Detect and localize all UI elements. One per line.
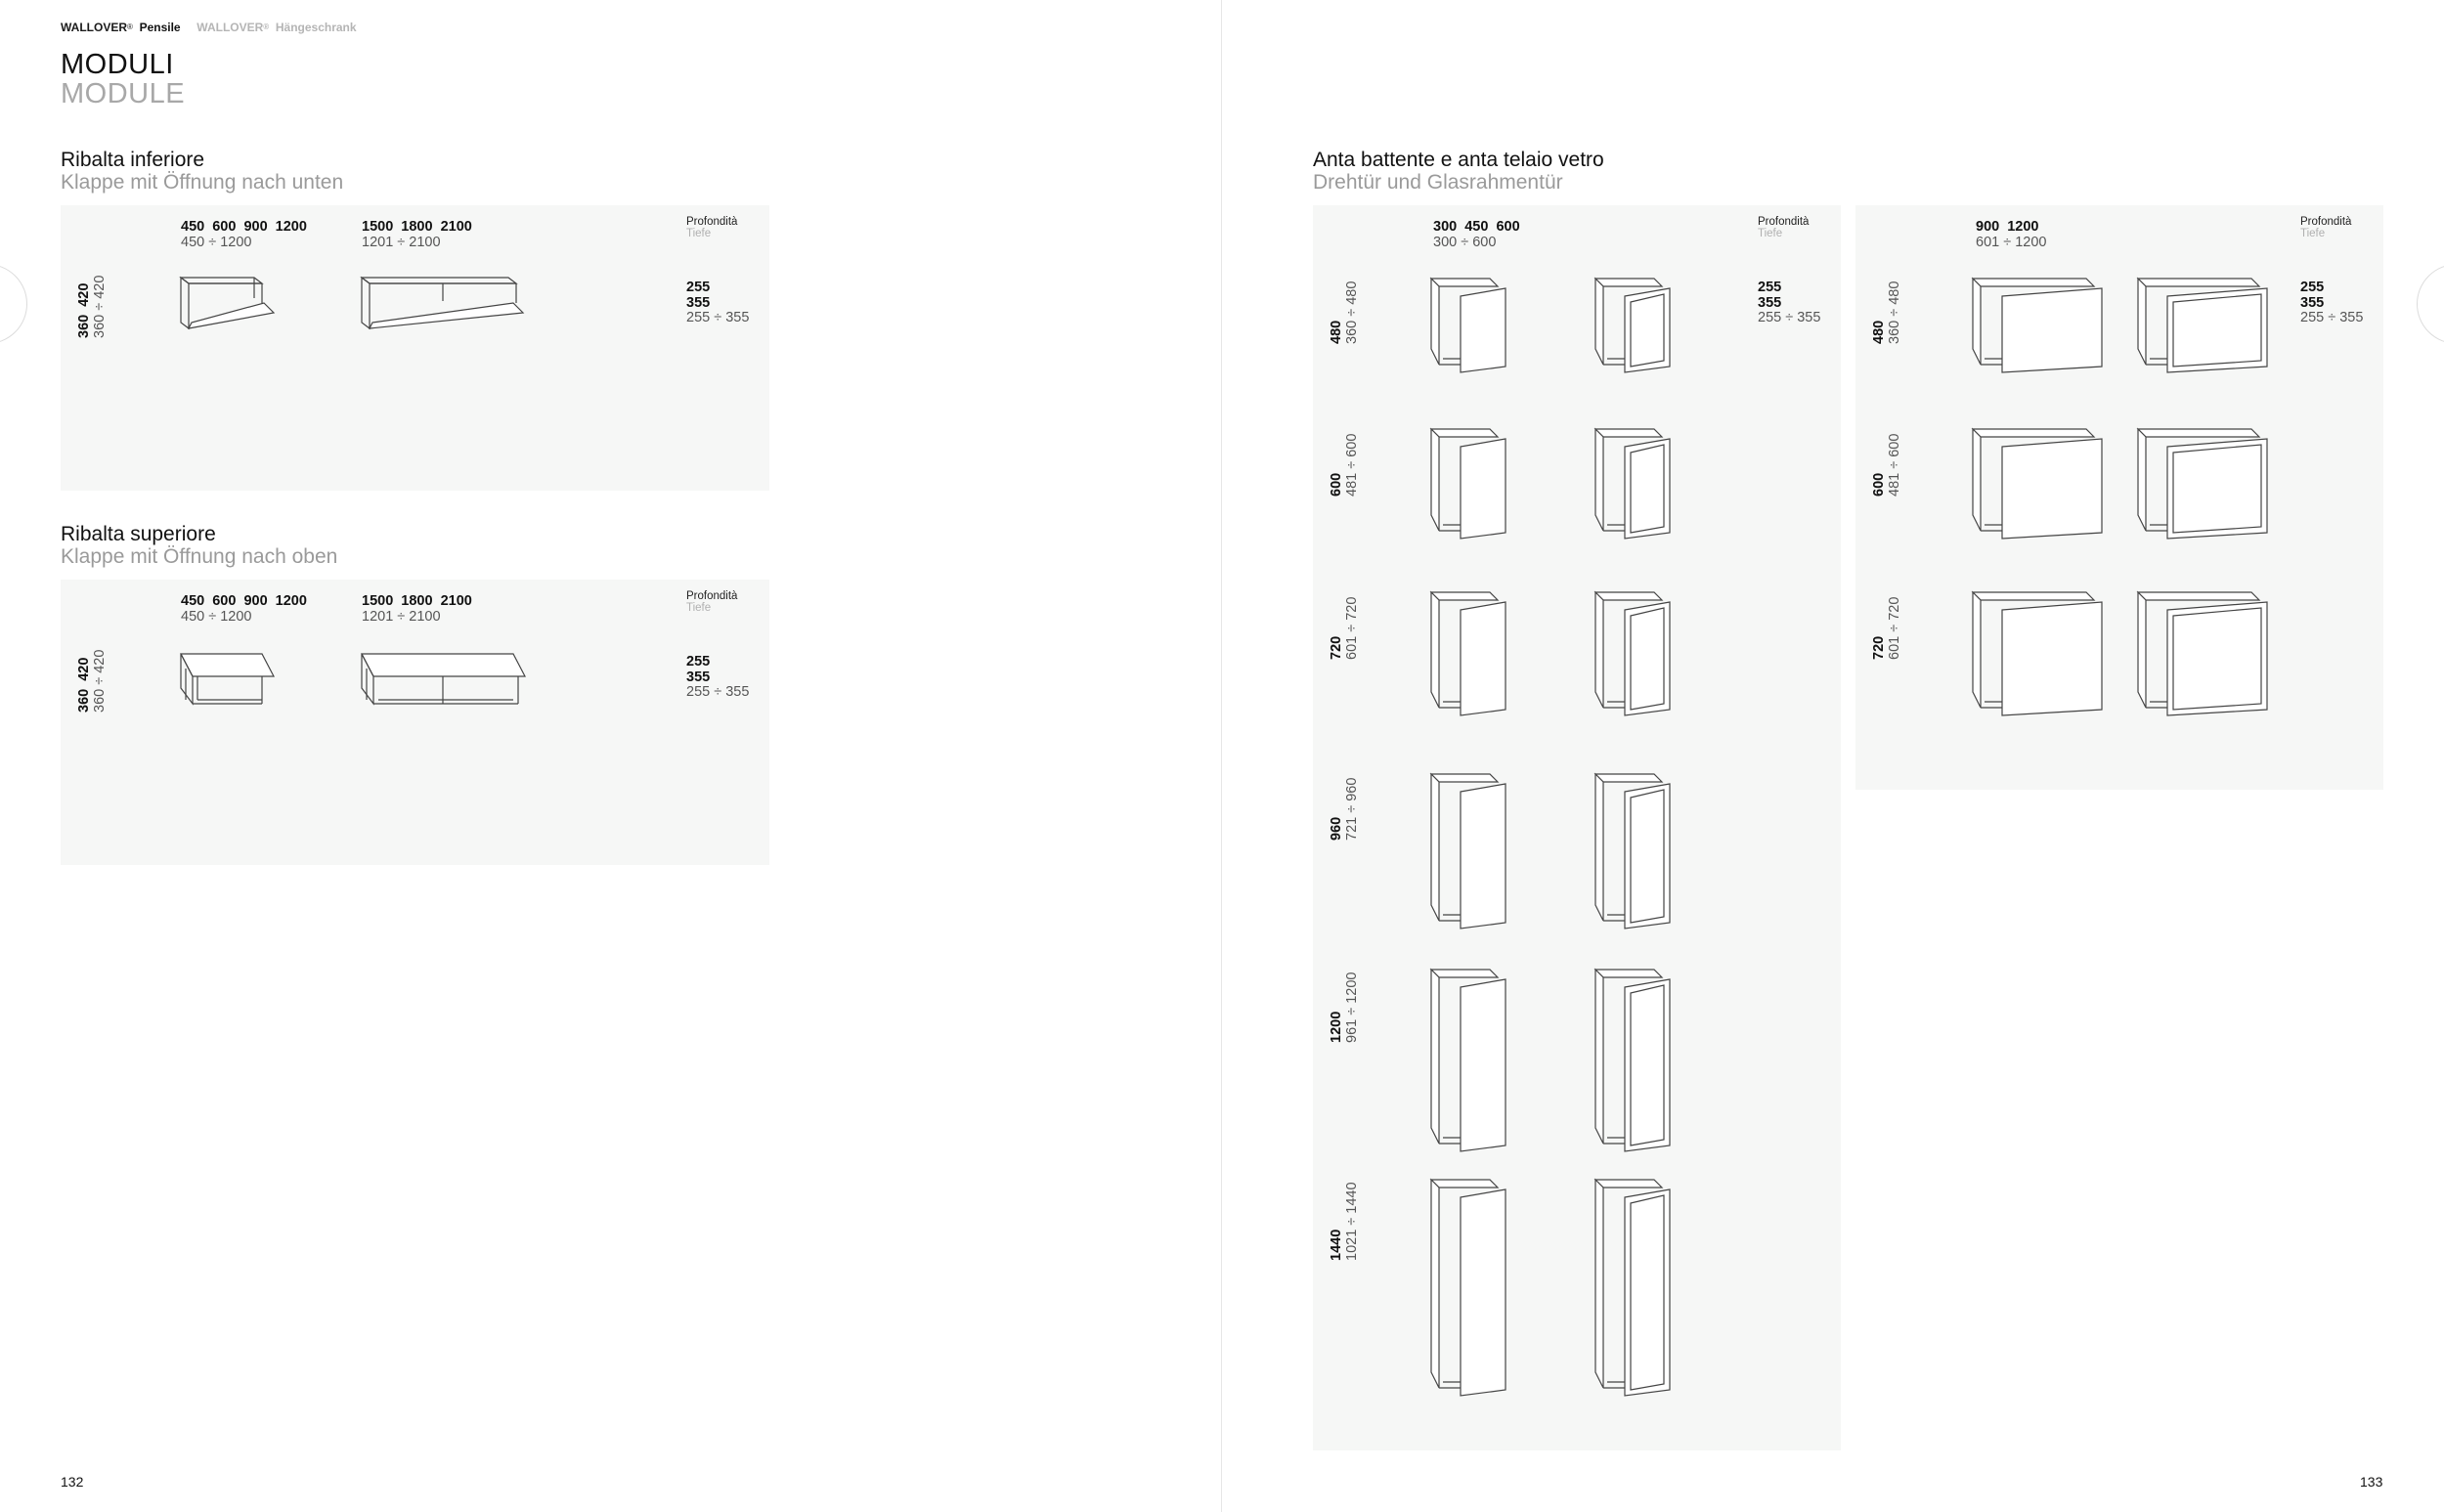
header-brand-de: WALLOVER <box>196 21 264 34</box>
height-range: 360 ÷ 480 <box>1887 281 1902 344</box>
hinged-door-cabinet-wide-icon <box>1971 277 2127 384</box>
height-value: 720 <box>1871 635 1887 660</box>
next-page-tab[interactable] <box>2417 264 2444 344</box>
flap-up-cabinet-wide-icon <box>357 649 533 708</box>
depth-label-de: Tiefe <box>686 602 712 614</box>
glass-frame-door-cabinet-icon <box>1593 772 1695 940</box>
depth-value-355: 355 <box>686 295 711 311</box>
depth-label-de: Tiefe <box>1758 228 1783 239</box>
depth-value-355: 355 <box>1758 295 1782 311</box>
page-title-it: MODULI <box>61 49 174 80</box>
height-range: 481 ÷ 600 <box>1344 433 1360 497</box>
height-label-row-2 <box>1329 434 1360 497</box>
height-range: 360 ÷ 420 <box>92 275 108 338</box>
widths-range: 300 ÷ 600 <box>1433 235 1497 250</box>
section-subtitle-anta: Drehtür und Glasrahmentür <box>1313 171 1563 194</box>
height-value: 600 <box>1329 472 1344 497</box>
page-number-right: 133 <box>2360 1474 2383 1490</box>
depth-label-it: Profondità <box>686 216 738 228</box>
depth-label-de: Tiefe <box>686 228 712 239</box>
hinged-door-cabinet-icon <box>1429 772 1531 940</box>
widths-small-range: 450 ÷ 1200 <box>181 609 252 625</box>
section-title-ribalta-inferiore: Ribalta inferiore <box>61 149 205 171</box>
depth-value-255: 255 <box>1758 280 1782 295</box>
widths-small: 450 600 900 1200 <box>181 593 307 609</box>
height-range: 721 ÷ 960 <box>1344 777 1360 841</box>
height-label-row-1 <box>1871 281 1902 344</box>
section-title-ribalta-superiore: Ribalta superiore <box>61 523 216 545</box>
height-value: 960 <box>1329 816 1344 841</box>
flap-down-cabinet-wide-icon <box>357 274 533 337</box>
panel-ribalta-inferiore <box>61 205 769 491</box>
height-range: 601 ÷ 720 <box>1344 596 1360 660</box>
widths: 900 1200 <box>1976 219 2039 235</box>
section-subtitle-ribalta-superiore: Klappe mit Öffnung nach oben <box>61 545 338 568</box>
depth-value-255: 255 <box>2300 280 2325 295</box>
widths: 300 450 600 <box>1433 219 1520 235</box>
hinged-door-cabinet-wide-icon <box>1971 427 2127 550</box>
depth-label-it: Profondità <box>1758 216 1810 228</box>
height-value: 720 <box>1329 635 1344 660</box>
page-title-de: MODULE <box>61 78 186 109</box>
header-brand: WALLOVER <box>61 21 127 34</box>
height-range: 601 ÷ 720 <box>1887 596 1902 660</box>
height-label <box>76 276 108 338</box>
height-range: 360 ÷ 420 <box>92 649 108 713</box>
widths-large-range: 1201 ÷ 2100 <box>362 609 441 625</box>
page-gutter <box>1221 0 1222 1512</box>
flap-down-cabinet-icon <box>176 274 274 337</box>
height-label-row-4 <box>1329 778 1360 841</box>
glass-frame-door-cabinet-icon <box>1593 1178 1695 1407</box>
glass-frame-door-cabinet-wide-icon <box>2136 427 2292 550</box>
height-value: 1200 <box>1329 1011 1344 1043</box>
hinged-door-cabinet-icon <box>1429 427 1531 550</box>
hinged-door-cabinet-icon <box>1429 590 1531 727</box>
height-range: 481 ÷ 600 <box>1887 433 1902 497</box>
widths-small-range: 450 ÷ 1200 <box>181 235 252 250</box>
height-label-row-6 <box>1329 1182 1360 1261</box>
prev-page-tab[interactable] <box>0 264 27 344</box>
header-category-de: Hängeschrank <box>275 21 357 34</box>
panel-ribalta-superiore <box>61 580 769 865</box>
depth-range: 255 ÷ 355 <box>1758 310 1821 325</box>
glass-frame-door-cabinet-icon <box>1593 968 1695 1163</box>
height-range: 1021 ÷ 1440 <box>1344 1182 1360 1261</box>
glass-frame-door-cabinet-wide-icon <box>2136 277 2292 384</box>
height-label-row-3 <box>1871 597 1902 660</box>
height-label-row-2 <box>1871 434 1902 497</box>
height-label-row-5 <box>1329 972 1360 1043</box>
depth-value-255: 255 <box>686 280 711 295</box>
hinged-door-cabinet-icon <box>1429 968 1531 1163</box>
running-header: WALLOVER® Pensile WALLOVER® Hängeschrank <box>61 21 357 34</box>
section-subtitle-ribalta-inferiore: Klappe mit Öffnung nach unten <box>61 171 344 194</box>
glass-frame-door-cabinet-icon <box>1593 277 1695 384</box>
height-value: 1440 <box>1329 1229 1344 1261</box>
height-values: 360 420 <box>76 282 92 338</box>
section-title-anta: Anta battente e anta telaio vetro <box>1313 149 1604 171</box>
depth-value-255: 255 <box>686 654 711 670</box>
panel-anta-narrow <box>1313 205 1841 1450</box>
glass-frame-door-cabinet-wide-icon <box>2136 590 2292 727</box>
height-value: 480 <box>1329 320 1344 344</box>
depth-value-355: 355 <box>2300 295 2325 311</box>
glass-frame-door-cabinet-icon <box>1593 427 1695 550</box>
height-value: 480 <box>1871 320 1887 344</box>
widths-large: 1500 1800 2100 <box>362 219 472 235</box>
flap-up-cabinet-icon <box>176 649 279 708</box>
glass-frame-door-cabinet-icon <box>1593 590 1695 727</box>
depth-value-355: 355 <box>686 670 711 685</box>
depth-label-de: Tiefe <box>2300 228 2326 239</box>
height-range: 961 ÷ 1200 <box>1344 972 1360 1043</box>
height-label-row-3 <box>1329 597 1360 660</box>
widths-large-range: 1201 ÷ 2100 <box>362 235 441 250</box>
hinged-door-cabinet-icon <box>1429 277 1531 384</box>
widths-range: 601 ÷ 1200 <box>1976 235 2047 250</box>
depth-range: 255 ÷ 355 <box>686 684 750 700</box>
height-label-row-1 <box>1329 281 1360 344</box>
header-category-it: Pensile <box>139 21 181 34</box>
height-value: 600 <box>1871 472 1887 497</box>
depth-label-it: Profondità <box>2300 216 2352 228</box>
page-number-left: 132 <box>61 1474 84 1490</box>
depth-range: 255 ÷ 355 <box>686 310 750 325</box>
hinged-door-cabinet-icon <box>1429 1178 1531 1407</box>
header-registered: ® <box>127 22 133 31</box>
depth-range: 255 ÷ 355 <box>2300 310 2364 325</box>
height-range: 360 ÷ 480 <box>1344 281 1360 344</box>
depth-label-it: Profondità <box>686 590 738 602</box>
height-label <box>76 650 108 713</box>
hinged-door-cabinet-wide-icon <box>1971 590 2127 727</box>
widths-small: 450 600 900 1200 <box>181 219 307 235</box>
widths-large: 1500 1800 2100 <box>362 593 472 609</box>
height-values: 360 420 <box>76 657 92 713</box>
